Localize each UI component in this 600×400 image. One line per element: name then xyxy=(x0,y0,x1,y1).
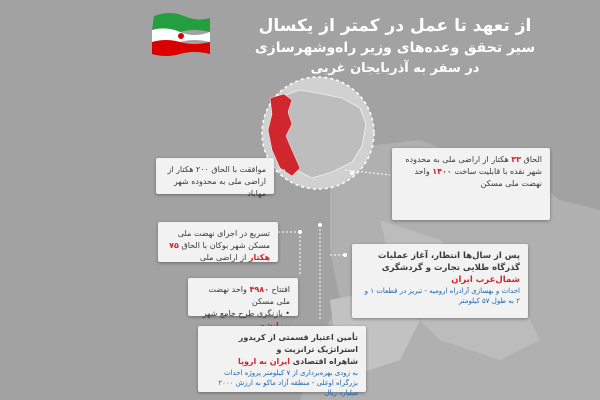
card-naqadeh-num: ۳۳ xyxy=(511,155,521,164)
card-mahabad-text: موافقت با الحاق ۲۰۰ هکتار از اراضی ملی به محدوده شهر مهاباد xyxy=(167,165,266,198)
card-corridor-sub: به زودی بهره‌برداری از ۷ کیلومتر پروژه احداث بزرگراه اوغلی - منطقه آزاد ماکو به ارزش ۲۰۰۰ میلیارد ریال xyxy=(218,369,358,397)
card-freeway-sub: احداث و بهسازی آزادراه ارومیه - تبریز در قطعات ۱ و ۲ به طول ۵۷ کیلومتر xyxy=(364,287,520,305)
card-freeway-red: شمال‌غرب ایران xyxy=(451,275,520,285)
card-corridor-line1: تأمین اعتبار قسمتی از کریدور استراتژیک ترانزیت و xyxy=(238,333,358,354)
title-line-3: در سفر به آذربایجان غربی xyxy=(310,61,480,76)
iran-flag-icon xyxy=(150,10,212,56)
card-bukan-pre: تسریع در اجرای نهضت ملی مسکن شهر بوکان با الحاق xyxy=(177,229,270,250)
title-line-2: سیر تحقق وعده‌های وزیر راه‌وشهرسازی xyxy=(254,40,536,56)
card-bukan-post: از اراضی ملی xyxy=(199,253,249,262)
card-naqadeh-post: واحد نهضت ملی مسکن xyxy=(414,167,542,188)
card-corridor-line2: شاهراه اقتصادی xyxy=(290,357,358,366)
card-piranshahr-pre: افتتاح xyxy=(268,285,290,294)
card-corridor-red: ایران به اروپا xyxy=(237,357,290,366)
title-line-1: از تعهد تا عمل در کمتر از یکسال xyxy=(258,16,532,36)
card-bukan xyxy=(158,222,278,262)
card-freeway-line2: گذرگاه طلایی تجارت و گردشگری xyxy=(381,263,520,273)
page-title xyxy=(210,14,580,78)
card-mahabad xyxy=(156,158,274,198)
card-piranshahr-num: ۴۹۸۰ xyxy=(249,285,269,294)
card-corridor xyxy=(198,326,366,397)
card-naqadeh-mid: هکتار از اراضی ملی به محدوده شهر نقده با قابلیت ساخت xyxy=(405,155,542,176)
card-piranshahr-mid: واحد نهضت ملی مسکن xyxy=(208,285,290,306)
card-piranshahr-line2: • بازنگری طرح جامع شهر xyxy=(202,309,290,318)
card-piranshahr xyxy=(188,278,298,316)
card-naqadeh xyxy=(392,148,550,220)
card-naqadeh-pre: الحاق xyxy=(520,155,542,164)
card-freeway-line1: پس از سال‌ها انتظار، آغاز عملیات xyxy=(378,251,520,261)
card-bukan-num: ۷۵ هکتار xyxy=(169,241,270,262)
card-freeway xyxy=(352,244,528,318)
card-naqadeh-num2: ۱۴۰۰ xyxy=(432,167,452,176)
